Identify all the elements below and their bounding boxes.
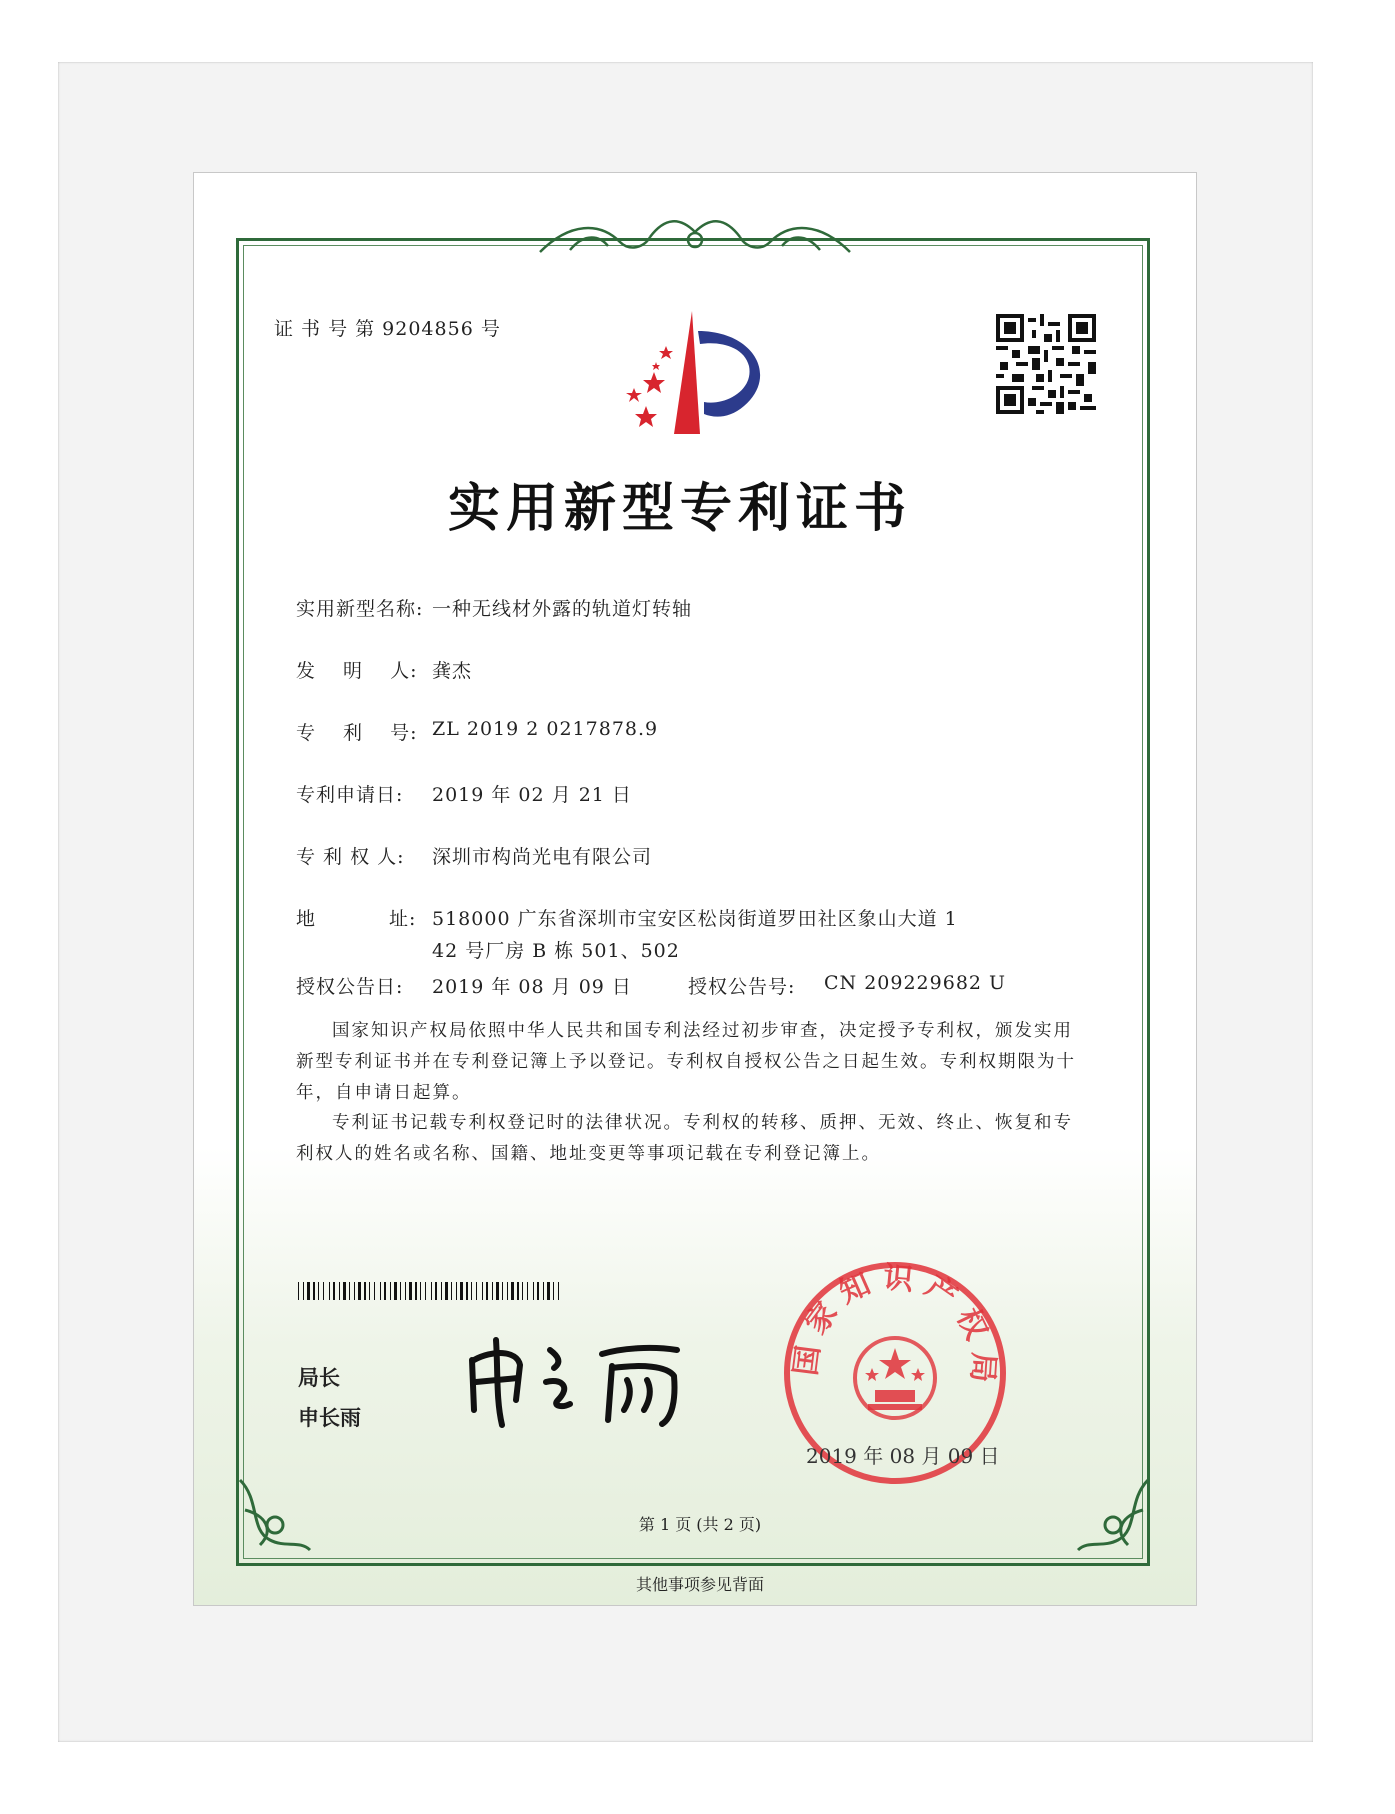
barcode-bar — [511, 1282, 514, 1300]
certificate-title: 实用新型专利证书 — [447, 478, 912, 539]
seal-date: 2019 年 08 月 09 日 — [806, 1444, 1000, 1468]
patent-number-label: 专 利 号: — [296, 722, 418, 744]
barcode-bar — [492, 1282, 493, 1300]
barcode-bar — [517, 1282, 519, 1300]
barcode-bar — [349, 1282, 350, 1300]
barcode-bar — [333, 1282, 335, 1300]
barcode-bar — [466, 1282, 468, 1300]
barcode-bar — [313, 1282, 315, 1300]
barcode-bar — [303, 1282, 304, 1300]
inventor-value: 龚杰 — [432, 660, 473, 682]
barcode-bar — [435, 1282, 437, 1300]
page-number: 第 1 页 (共 2 页) — [638, 1515, 762, 1534]
barcode-bar — [329, 1282, 330, 1300]
barcode-bar — [486, 1282, 488, 1300]
barcode-bar — [358, 1282, 361, 1300]
barcode-bar — [420, 1282, 421, 1300]
name-value: 一种无线材外露的轨道灯转轴 — [432, 598, 693, 620]
barcode-bar — [537, 1282, 539, 1300]
barcode-bar — [364, 1282, 366, 1300]
address-value-line1: 518000 广东省深圳市宝安区松岗街道罗田社区象山大道 1 — [432, 908, 958, 930]
barcode-bar — [339, 1282, 340, 1300]
barcode-bar — [318, 1282, 319, 1300]
barcode-bar — [323, 1282, 324, 1300]
legal-paragraph-2: 专利证书记载专利权登记时的法律状况。专利权的转移、质押、无效、终止、恢复和专利权人的姓名或名称、国籍、地址变更等事项记载在专利登记簿上。 — [296, 1113, 1073, 1164]
patent-holder-label: 专 利 权 人: — [296, 846, 405, 868]
barcode-bar — [415, 1282, 417, 1300]
bottom-left-ornament-icon — [230, 1470, 320, 1560]
barcode-bar — [547, 1282, 550, 1300]
barcode-bar — [543, 1282, 544, 1300]
qr-code-icon — [996, 314, 1096, 414]
barcode-bar — [527, 1282, 528, 1300]
barcode-bar — [507, 1282, 508, 1300]
barcode-bar — [400, 1282, 401, 1300]
svg-text:国家知识产权局 — [788, 1260, 1001, 1393]
barcode-bar — [307, 1282, 310, 1300]
bottom-right-ornament-icon — [1068, 1470, 1158, 1560]
barcode-bar — [553, 1282, 554, 1300]
name-label: 实用新型名称: — [296, 598, 424, 620]
patent-holder-value: 深圳市构尚光电有限公司 — [432, 846, 653, 868]
top-ornament-icon — [530, 212, 860, 262]
barcode-icon — [298, 1282, 562, 1300]
legal-paragraph-1: 国家知识产权局依照中华人民共和国专利法经过初步审查，决定授予专利权，颁发实用新型专利证书并在专利登记簿上予以登记。专利权自授权公告之日起生效。专利权期限为十年，自申请日起算。 — [296, 1021, 1076, 1103]
apply-date-label: 专利申请日: — [296, 784, 404, 806]
barcode-bar — [354, 1282, 355, 1300]
grant-number-label: 授权公告号: — [688, 976, 796, 998]
barcode-bar — [502, 1282, 503, 1300]
barcode-bar — [431, 1282, 432, 1300]
barcode-bar — [441, 1282, 442, 1300]
director-signature-icon — [462, 1320, 694, 1430]
footer-note: 其他事项参见背面 — [635, 1575, 764, 1594]
barcode-bar — [522, 1282, 523, 1300]
barcode-bar — [409, 1282, 412, 1300]
director-name: 申长雨 — [298, 1406, 361, 1430]
barcode-bar — [460, 1282, 463, 1300]
barcode-bar — [482, 1282, 483, 1300]
barcode-bar — [343, 1282, 346, 1300]
address-label: 地 址: — [296, 908, 417, 930]
inventor-label: 发 明 人: — [296, 660, 418, 682]
director-title: 局长 — [298, 1366, 340, 1390]
barcode-bar — [476, 1282, 477, 1300]
barcode-bar — [405, 1282, 406, 1300]
barcode-bar — [496, 1282, 499, 1300]
grant-date-value: 2019 年 08 月 09 日 — [432, 976, 632, 998]
certificate-number: 证 书 号 第 9204856 号 — [274, 318, 501, 340]
barcode-bar — [394, 1282, 397, 1300]
barcode-bar — [456, 1282, 457, 1300]
address-value-line2: 42 号厂房 B 栋 501、502 — [432, 940, 680, 962]
barcode-bar — [380, 1282, 381, 1300]
barcode-bar — [425, 1282, 426, 1300]
grant-number-value: CN 209229682 U — [824, 972, 1007, 994]
seal-text: 国家知识产权局 — [788, 1260, 1002, 1394]
barcode-bar — [298, 1282, 299, 1300]
barcode-bar — [384, 1282, 386, 1300]
barcode-bar — [451, 1282, 452, 1300]
apply-date-value: 2019 年 02 月 21 日 — [432, 784, 632, 806]
barcode-bar — [374, 1282, 375, 1300]
cnipa-logo-icon — [604, 306, 774, 436]
patent-number-value: ZL 2019 2 0217878.9 — [432, 718, 659, 740]
barcode-bar — [369, 1282, 370, 1300]
grant-date-label: 授权公告日: — [296, 976, 404, 998]
barcode-bar — [445, 1282, 448, 1300]
barcode-bar — [533, 1282, 534, 1300]
barcode-bar — [558, 1282, 559, 1300]
barcode-bar — [471, 1282, 472, 1300]
barcode-bar — [390, 1282, 391, 1300]
